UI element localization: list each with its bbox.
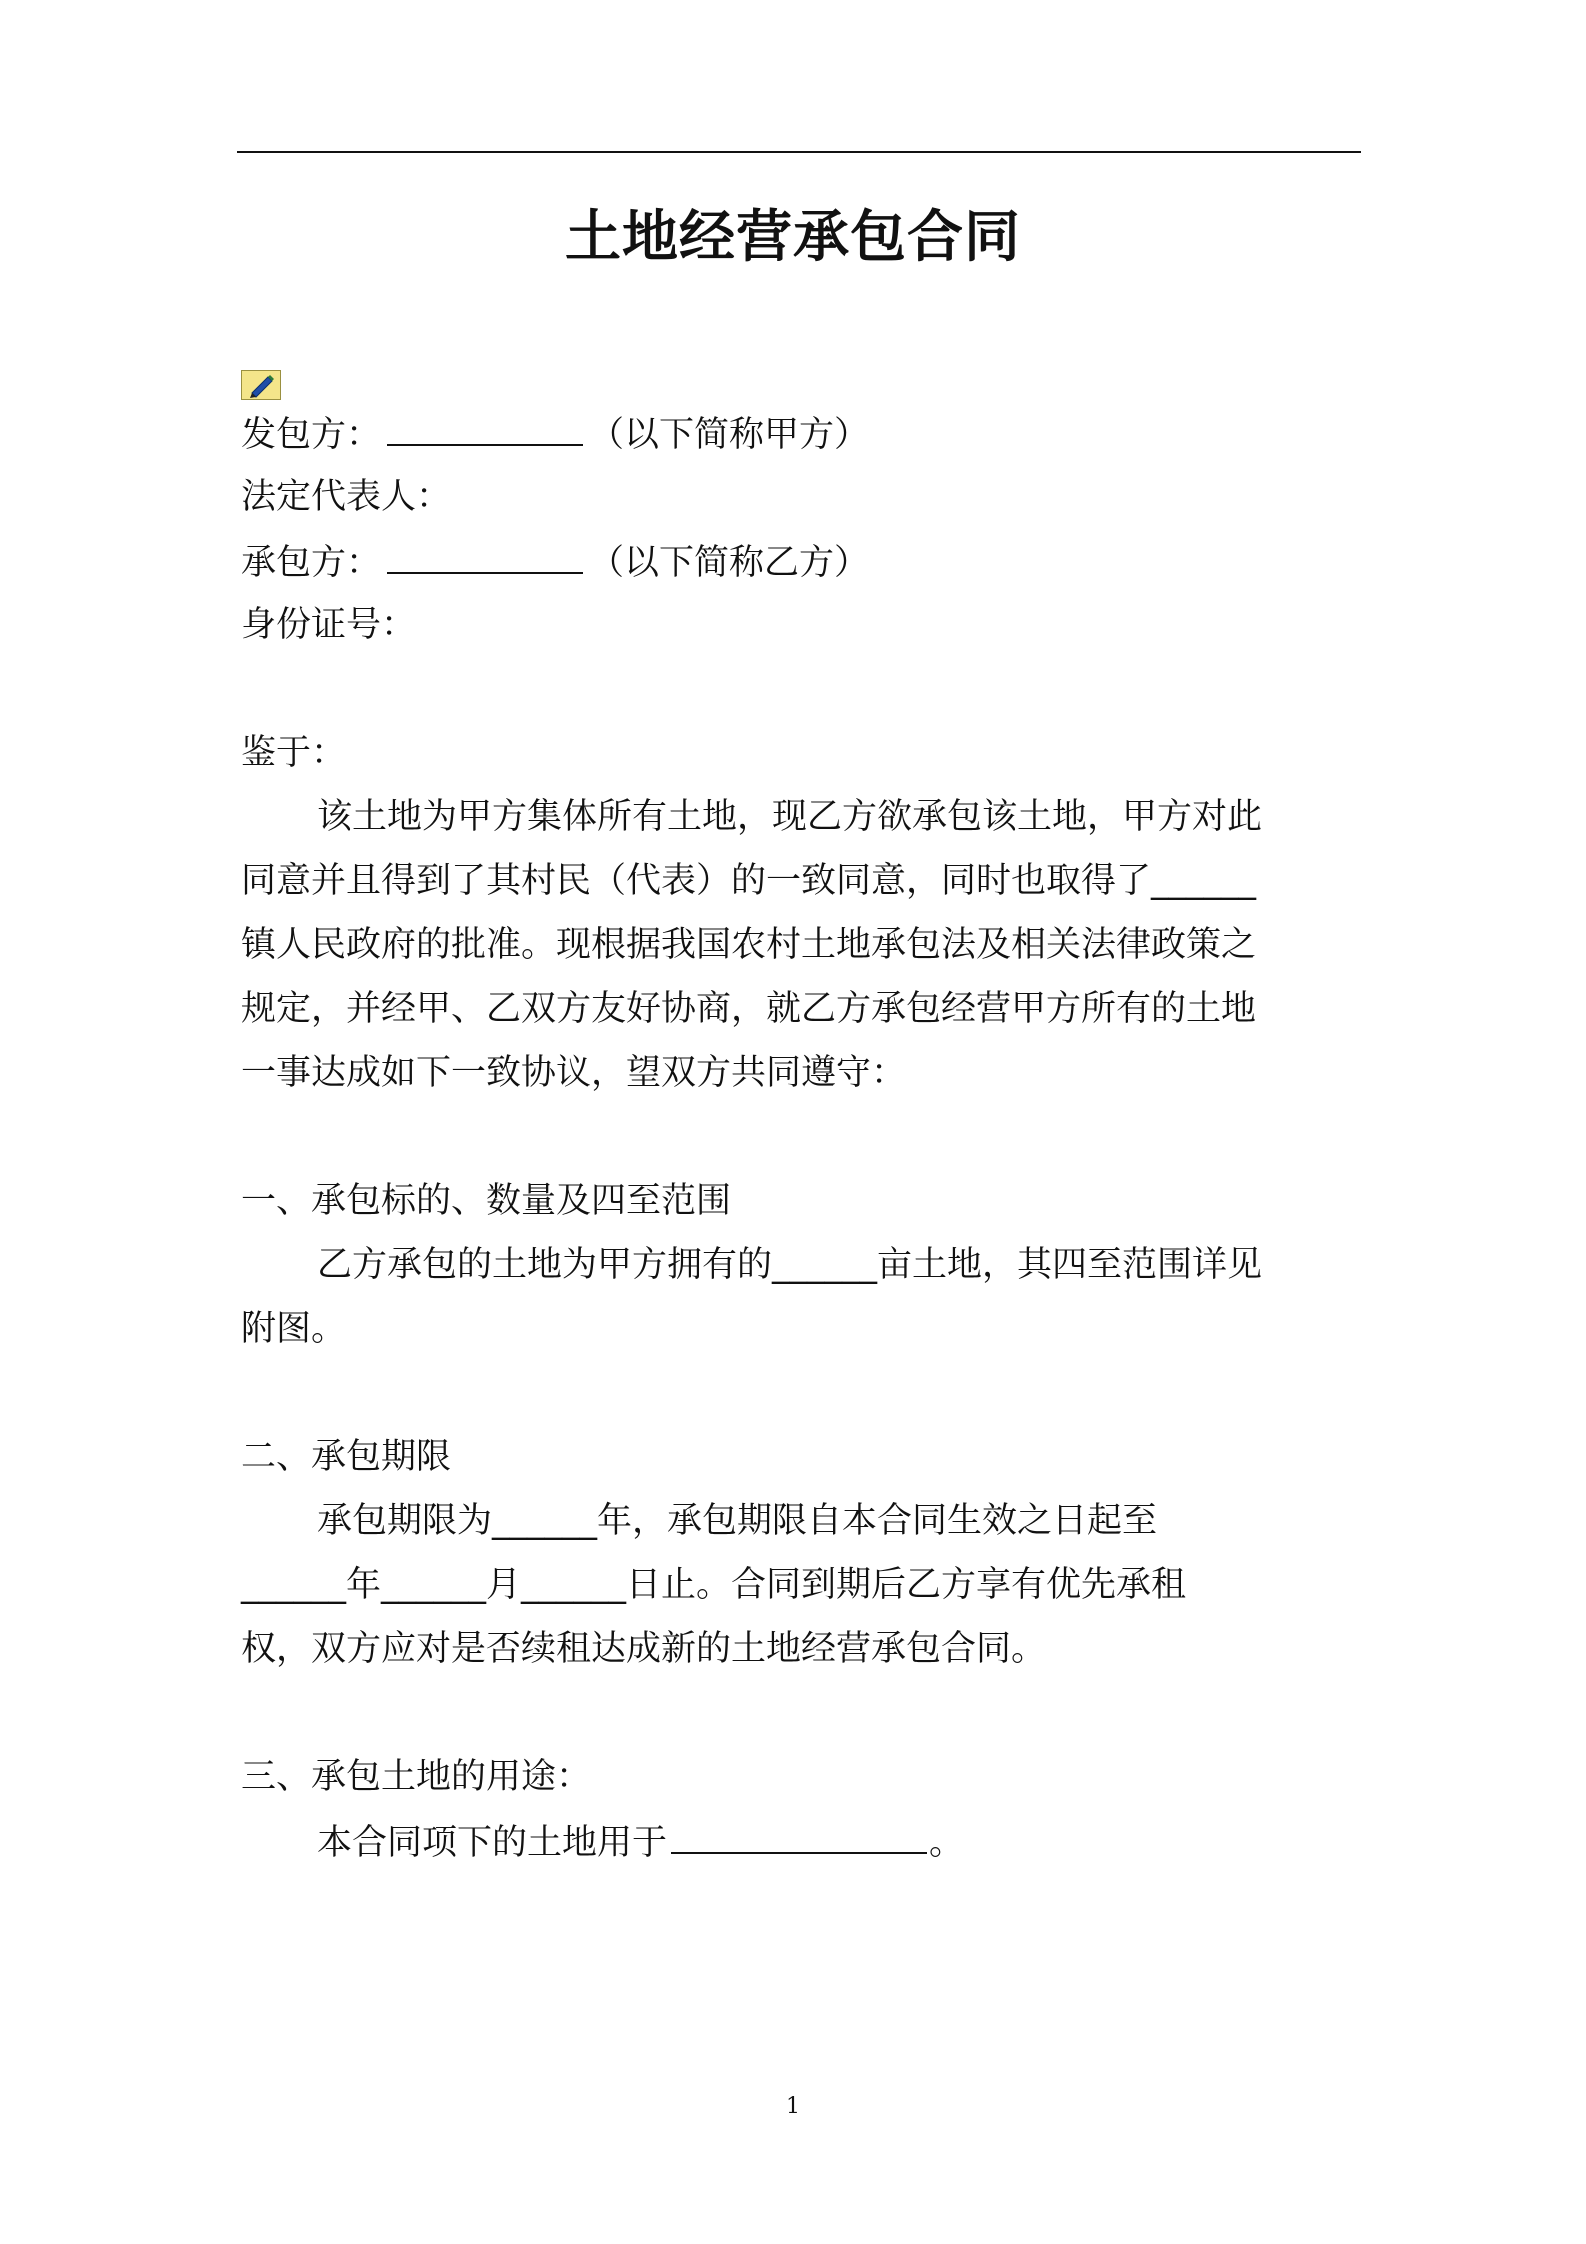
land-use-line — [317, 1816, 964, 1868]
section-heading: 一、承包标的、数量及四至范围 — [241, 1181, 732, 1221]
issuer-blank[interactable] — [387, 408, 583, 446]
recital-heading: 鉴于： — [241, 733, 347, 773]
recital-line: 一事达成如下一致协议，望双方共同遵守： — [241, 1053, 907, 1093]
issuer-suffix: （以下简称甲方） — [589, 415, 870, 455]
contractor-blank[interactable] — [387, 536, 583, 574]
contractor-line — [241, 536, 869, 588]
section-line: 权，双方应对是否续租达成新的土地经营承包合同。 — [241, 1629, 1047, 1669]
pen-icon[interactable] — [241, 370, 281, 400]
land-use-blank[interactable] — [671, 1816, 927, 1854]
contractor-suffix: （以下简称乙方） — [589, 543, 870, 583]
recital-line: 规定，并经甲、乙双方友好协商，就乙方承包经营甲方所有的土地 — [241, 989, 1257, 1029]
recital-line: 该土地为甲方集体所有土地，现乙方欲承包该土地，甲方对此 — [317, 797, 1263, 837]
recital-line: 同意并且得到了其村民（代表）的一致同意，同时也取得了______ — [241, 861, 1257, 901]
section-line: 乙方承包的土地为甲方拥有的______亩土地，其四至范围详见 — [317, 1245, 1263, 1285]
section-heading: 三、承包土地的用途： — [241, 1757, 592, 1797]
issuer-line — [241, 408, 869, 460]
document-title: 土地经营承包合同 — [565, 205, 1021, 270]
page-number: 1 — [786, 2094, 800, 2119]
header-rule — [237, 151, 1361, 153]
section-line: 承包期限为______年，承包期限自本合同生效之日起至 — [317, 1501, 1158, 1541]
section-heading: 二、承包期限 — [241, 1437, 452, 1477]
land-use-end: 。 — [929, 1823, 965, 1863]
id-number-label: 身份证号： — [241, 605, 417, 645]
section-line: 附图。 — [241, 1309, 347, 1349]
land-use-text: 本合同项下的土地用于 — [317, 1823, 668, 1863]
contractor-label: 承包方： — [241, 543, 382, 583]
recital-line: 镇人民政府的批准。现根据我国农村土地承包法及相关法律政策之 — [241, 925, 1257, 965]
issuer-label: 发包方： — [241, 415, 382, 455]
section-line: ______年______月______日止。合同到期后乙方享有优先承租 — [241, 1565, 1187, 1605]
legal-rep-label: 法定代表人： — [241, 477, 452, 517]
